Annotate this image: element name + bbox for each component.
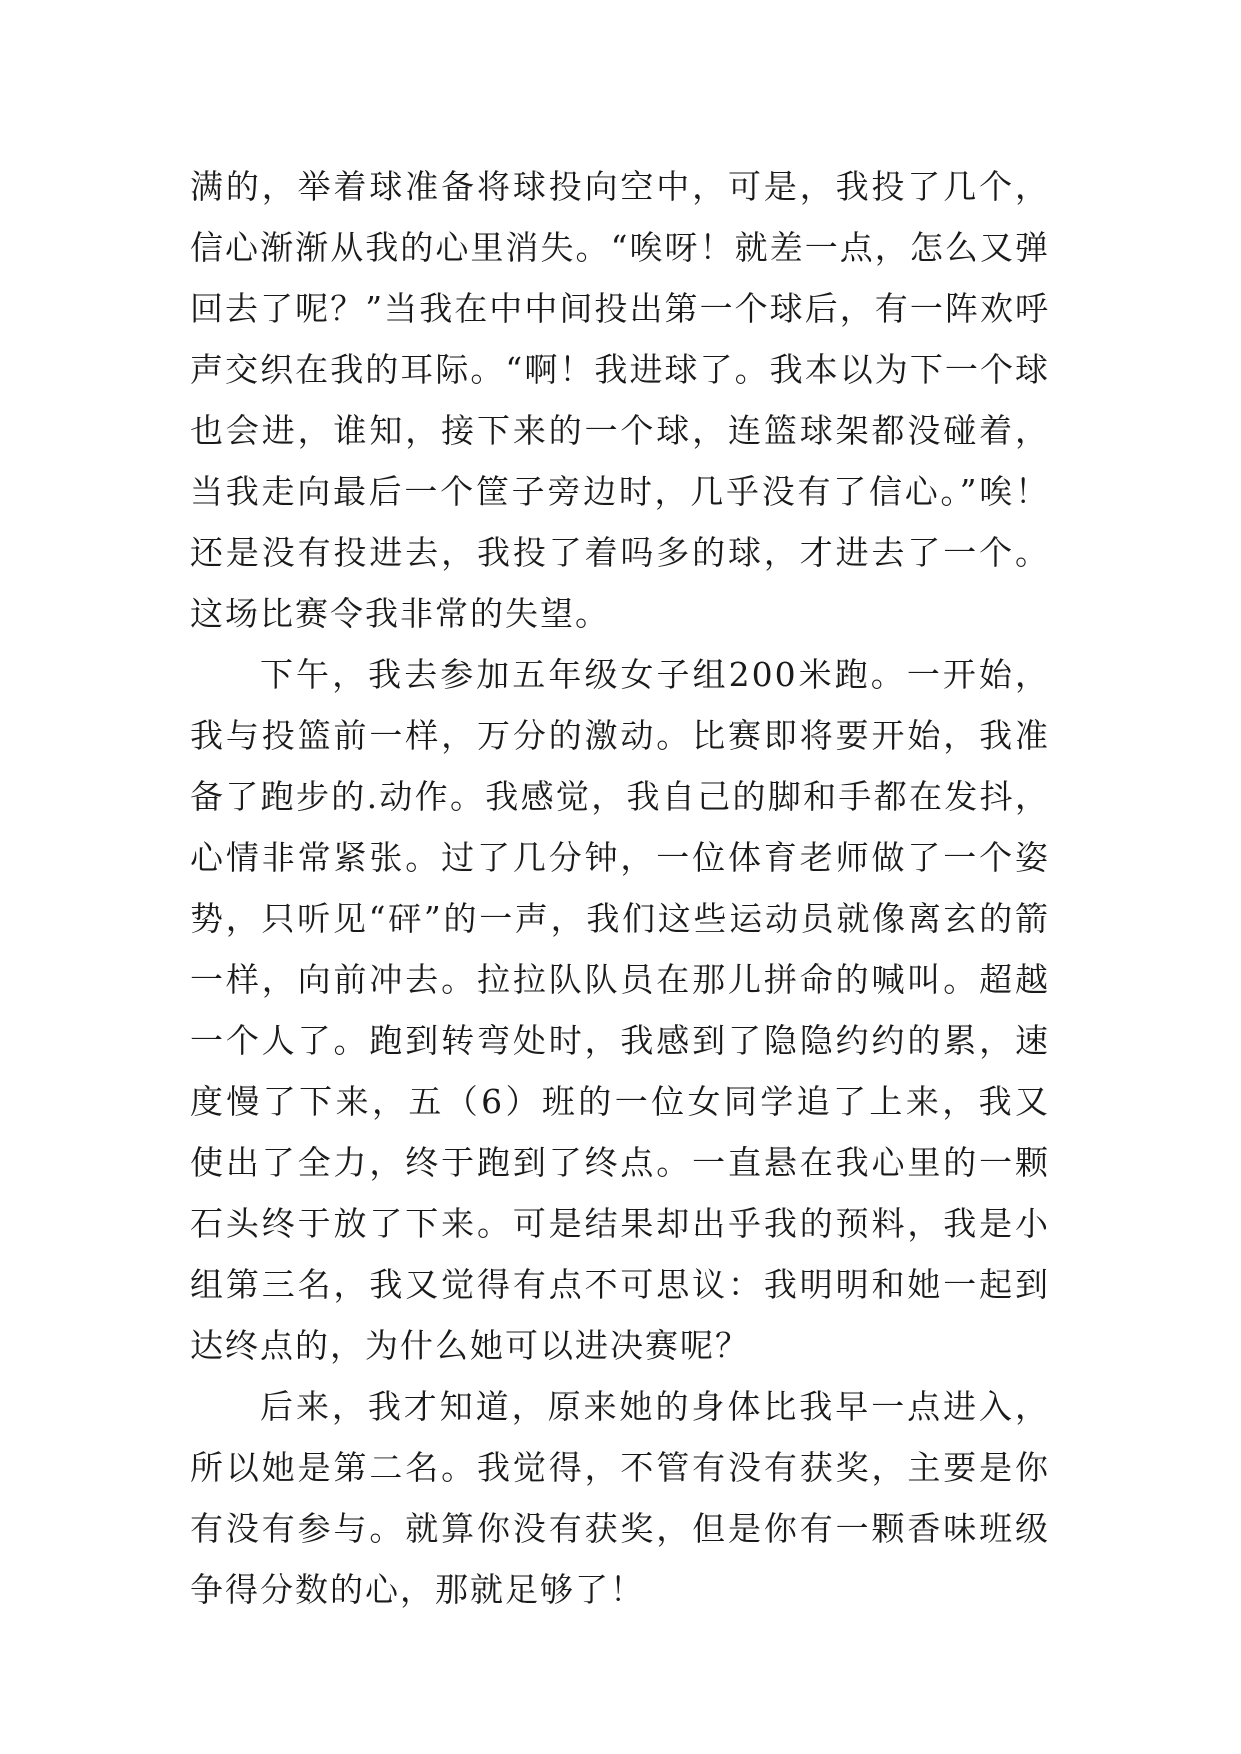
paragraph: 下午，我去参加五年级女子组200米跑。一开始，我与投篮前一样，万分的激动。比赛即将要开始，我准备了跑步的.动作。我感觉，我自己的脚和手都在发抖，心情非常紧张。过了几分钟，一位体育老师做了一个姿势，只听见“砰”的一声，我们这些运动员就像离玄的箭一样，向前冲去。拉拉队队员在那儿拼命的喊叫。超越一个人了。跑到转弯处时，我感到了隐隐约约的累，速度慢了下来，五（6）班的一位女同学追了上来，我又使出了全力，终于跑到了终点。一直悬在我心里的一颗石头终于放了下来。可是结果却出乎我的预料，我是小组第三名，我又觉得有点不可思议：我明明和她一起到达终点的，为什么她可以进决赛呢？ bbox=[190, 655, 1050, 1365]
document-body bbox=[190, 156, 1050, 1620]
paragraph: 后来，我才知道，原来她的身体比我早一点进入，所以她是第二名。我觉得，不管有没有获奖，主要是你有没有参与。就算你没有获奖，但是你有一颗香味班级争得分数的心，那就足够了！ bbox=[190, 1387, 1050, 1609]
paragraph-continued: 满的，举着球准备将球投向空中，可是，我投了几个，信心渐渐从我的心里消失。“唉呀！就差一点，怎么又弹回去了呢？”当我在中中间投出第一个球后，有一阵欢呼声交织在我的耳际。“啊！我进球了。我本以为下一个球也会进，谁知，接下来的一个球，连篮球架都没碰着，当我走向最后一个筐子旁边时，几乎没有了信心。”唉！还是没有投进去，我投了着吗多的球，才进去了一个。这场比赛令我非常的失望。 bbox=[190, 167, 1050, 633]
